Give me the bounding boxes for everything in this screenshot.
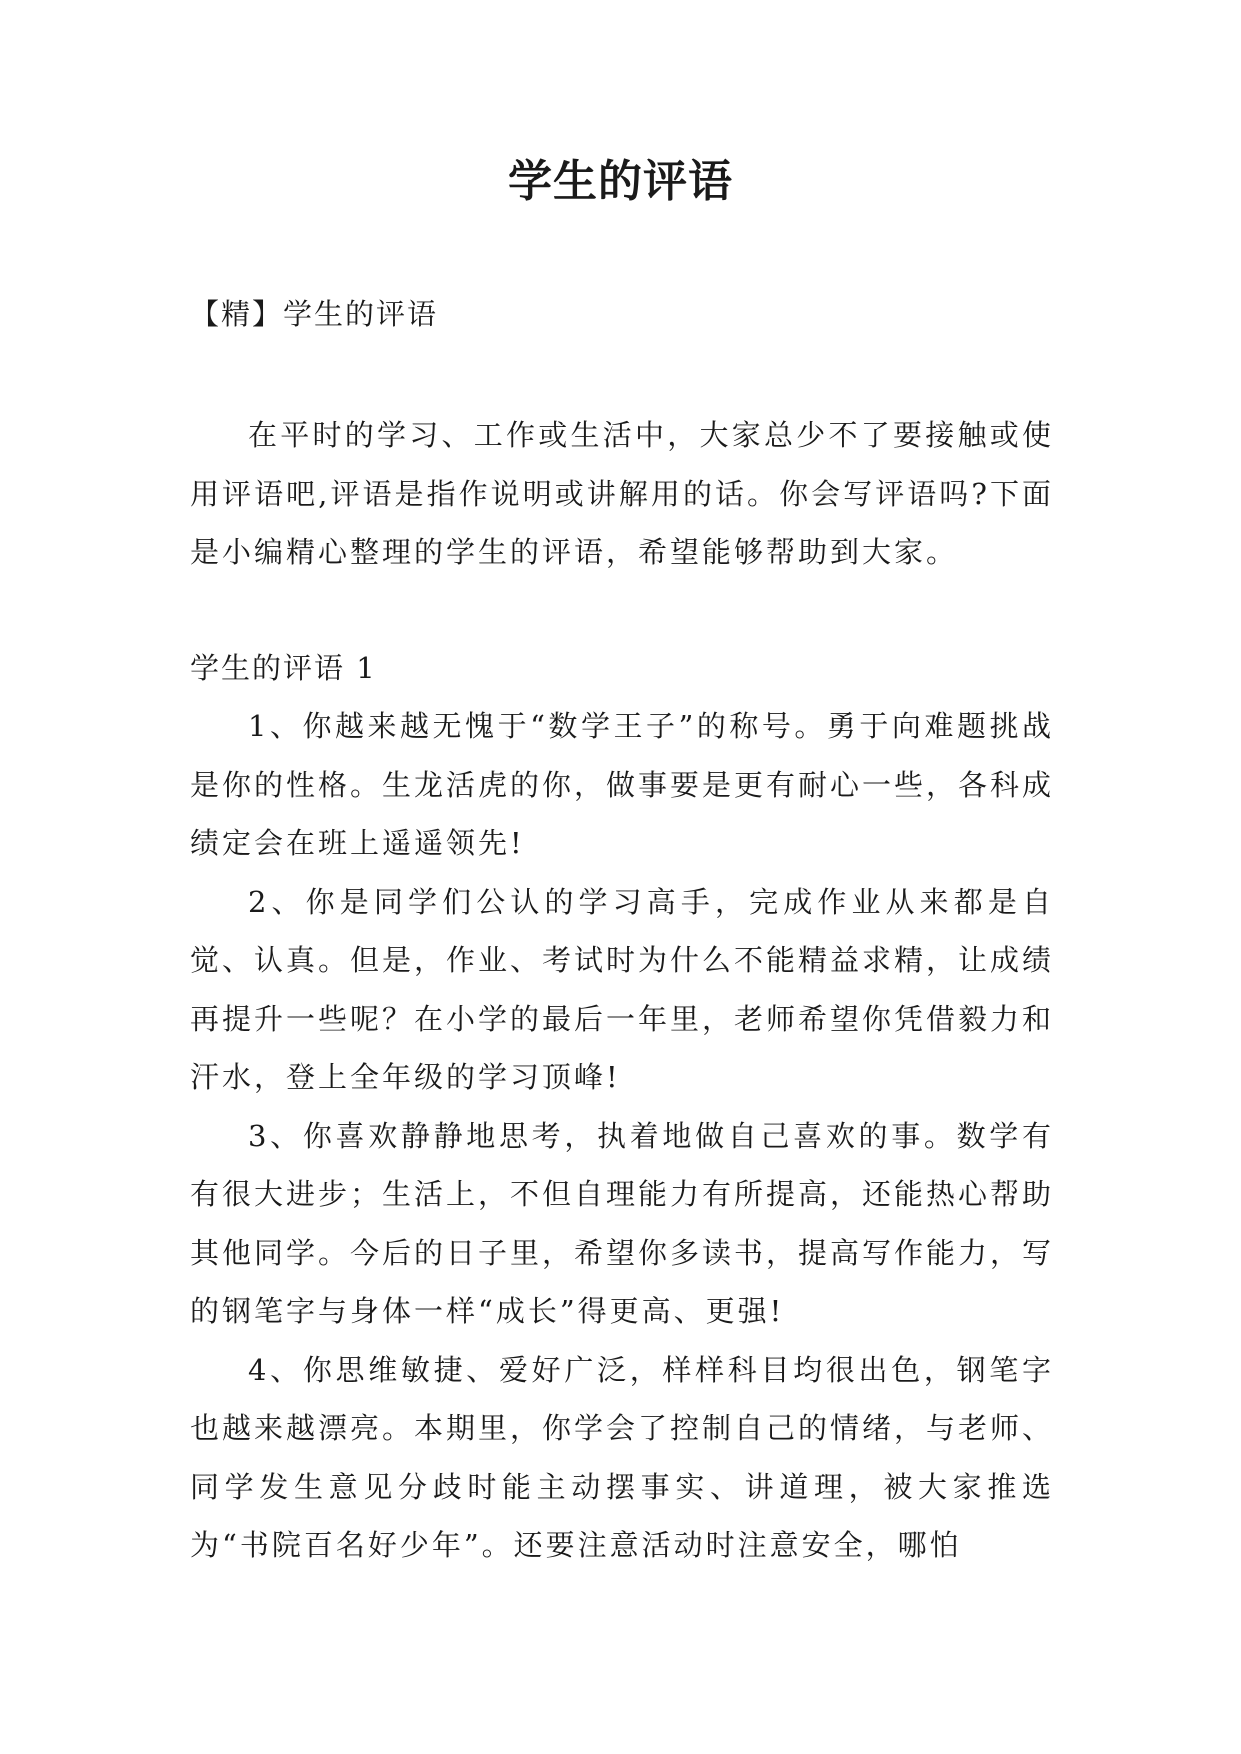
comment-paragraph: 3、你喜欢静静地思考，执着地做自己喜欢的事。数学有有很大进步；生活上，不但自理能力有所提高，还能热心帮助其他同学。今后的日子里，希望你多读书，提高写作能力，写的钢笔字与身体一样“成长”得更高、更强! (190, 1118, 1055, 1328)
intro-paragraph: 在平时的学习、工作或生活中，大家总少不了要接触或使用评语吧,评语是指作说明或讲解用的话。你会写评语吗?下面是小编精心整理的学生的评语，希望能够帮助到大家。 (190, 418, 1054, 569)
comment-list (190, 697, 1054, 1575)
section-heading: 学生的评语 1 (190, 651, 377, 685)
comment-paragraph: 2、你是同学们公认的学习高手，完成作业从来都是自觉、认真。但是，作业、考试时为什么不能精益求精，让成绩再提升一些呢？在小学的最后一年里，老师希望你凭借毅力和汗水，登上全年级的学习顶峰! (190, 884, 1055, 1094)
comment-paragraph: 1、你越来越无愧于“数学王子”的称号。勇于向难题挑战是你的性格。生龙活虎的你，做事要是更有耐心一些，各科成绩定会在班上遥遥领先! (190, 709, 1055, 860)
document-subtitle: 【精】学生的评语 (190, 297, 439, 331)
comment-paragraph: 4、你思维敏捷、爱好广泛，样样科目均很出色，钢笔字也越来越漂亮。本期里，你学会了控制自己的情绪，与老师、同学发生意见分歧时能主动摆事实、讲道理，被大家推选为“书院百名好少年”。还要注意活动时注意安全，哪怕 (190, 1352, 1055, 1562)
document-title: 学生的评语 (508, 156, 733, 207)
